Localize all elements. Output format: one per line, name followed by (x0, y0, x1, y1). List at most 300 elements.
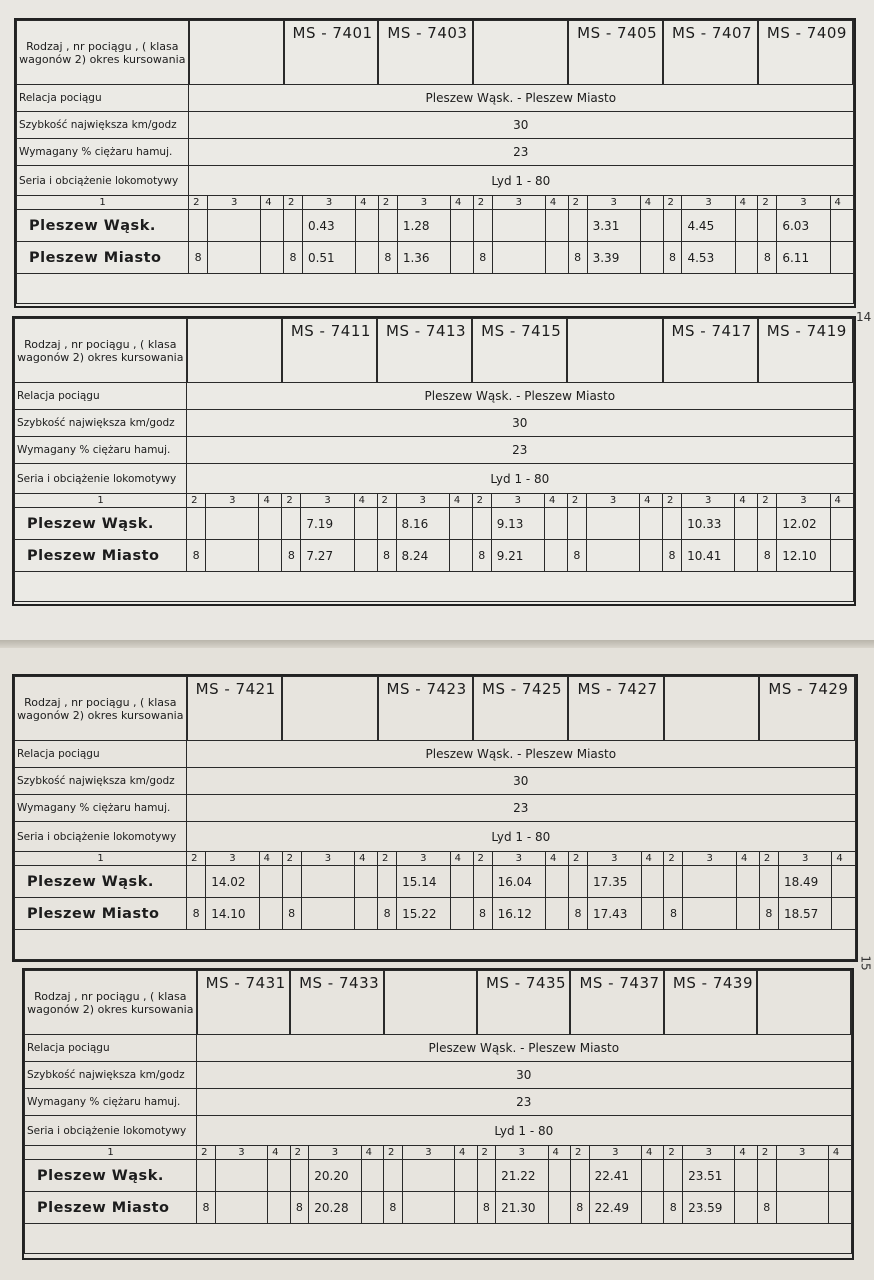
departure-time: 6.03 (777, 210, 830, 242)
time-col4 (450, 866, 473, 898)
column-number: 2 (477, 1146, 496, 1160)
arrival-time: 12.10 (777, 540, 830, 572)
time-col4 (640, 242, 663, 274)
speed-row-label: Szybkość największa km/godz (15, 768, 187, 795)
station-name: Pleszew Miasto (15, 898, 187, 930)
locomotive-row-label: Seria i obciążenie lokomotywy (15, 822, 187, 852)
time-col2 (197, 1160, 216, 1192)
train-number: MS - 7419 (758, 319, 853, 383)
time-col2 (663, 508, 682, 540)
time-col4 (735, 242, 758, 274)
departure-time (776, 1160, 828, 1192)
speed-row-value: 30 (187, 768, 855, 795)
time-col4 (259, 540, 282, 572)
column-number: 3 (397, 196, 450, 210)
time-col2: 8 (189, 242, 208, 274)
column-number: 2 (568, 852, 587, 866)
time-col4 (830, 540, 853, 572)
time-col2: 8 (290, 1192, 309, 1224)
speed-row (25, 1062, 852, 1089)
brake-row (15, 795, 856, 822)
column-number: 4 (259, 852, 282, 866)
time-col4 (546, 866, 569, 898)
arrival-time: 20.28 (309, 1192, 361, 1224)
time-col4 (450, 210, 473, 242)
timetable-grid (24, 970, 852, 1254)
column-number: 2 (759, 852, 778, 866)
time-col2 (473, 210, 492, 242)
column-number: 2 (290, 1146, 309, 1160)
speed-row-value: 30 (189, 112, 853, 139)
time-col4 (736, 866, 759, 898)
time-col4 (640, 210, 663, 242)
column-number: 3 (396, 494, 449, 508)
train-header-row (15, 319, 854, 383)
blank-row (25, 1224, 852, 1254)
time-col2 (568, 866, 587, 898)
time-col2 (472, 508, 491, 540)
train-number (473, 21, 568, 85)
column-number: 4 (735, 494, 758, 508)
time-col4 (735, 540, 758, 572)
departure-time: 16.04 (492, 866, 545, 898)
train-number (384, 971, 477, 1035)
brake-row-value: 23 (197, 1089, 851, 1116)
column-number: 2 (378, 852, 397, 866)
time-col4 (455, 1160, 477, 1192)
time-col4 (641, 1192, 663, 1224)
arrival-time: 18.57 (778, 898, 831, 930)
train-header-row (17, 21, 854, 85)
station-row-miasto (15, 898, 856, 930)
arrival-time (215, 1192, 267, 1224)
column-number: 3 (215, 1146, 267, 1160)
departure-time (301, 866, 354, 898)
relation-row (17, 85, 854, 112)
departure-time: 12.02 (777, 508, 830, 540)
time-col2 (568, 210, 587, 242)
column-number: 3 (491, 494, 544, 508)
column-number: 4 (640, 494, 663, 508)
arrival-time: 22.49 (589, 1192, 641, 1224)
departure-time: 7.19 (301, 508, 354, 540)
column-number: 1 (25, 1146, 197, 1160)
brake-row-label: Wymagany % ciężaru hamuj. (15, 437, 187, 464)
station-name: Pleszew Miasto (25, 1192, 197, 1224)
column-number: 4 (545, 494, 568, 508)
time-col4 (356, 210, 379, 242)
time-col2: 8 (477, 1192, 496, 1224)
station-row-miasto (17, 242, 854, 274)
time-col4 (735, 1192, 757, 1224)
column-number: 3 (683, 852, 736, 866)
column-number: 2 (567, 494, 586, 508)
train-number: MS - 7403 (378, 21, 473, 85)
column-number: 2 (473, 852, 492, 866)
column-number: 2 (189, 196, 208, 210)
locomotive-row-value: Lyd 1 - 80 (189, 166, 853, 196)
column-number: 2 (187, 852, 206, 866)
time-col2 (567, 508, 586, 540)
time-col4 (828, 1192, 851, 1224)
timetable-grid (16, 20, 854, 304)
column-number: 4 (356, 196, 379, 210)
timetable-grid (14, 676, 856, 960)
time-col4 (449, 540, 472, 572)
arrival-time: 9.21 (491, 540, 544, 572)
time-col2 (282, 866, 301, 898)
brake-row (25, 1089, 852, 1116)
column-number-row (25, 1146, 852, 1160)
blank-row (17, 274, 854, 304)
arrival-time: 4.53 (682, 242, 735, 274)
column-number: 3 (778, 852, 831, 866)
departure-time: 20.20 (309, 1160, 361, 1192)
timetable-grid (14, 318, 854, 602)
time-col2: 8 (473, 242, 492, 274)
train-number: MS - 7407 (663, 21, 758, 85)
time-col4 (259, 508, 282, 540)
arrival-time: 10.41 (682, 540, 735, 572)
train-number: MS - 7423 (378, 677, 473, 741)
train-number: MS - 7439 (664, 971, 757, 1035)
time-col2: 8 (663, 242, 682, 274)
arrival-time: 7.27 (301, 540, 354, 572)
train-header-row (15, 677, 856, 741)
departure-time (206, 508, 259, 540)
time-col4 (546, 898, 569, 930)
train-number: MS - 7433 (290, 971, 383, 1035)
departure-time (208, 210, 261, 242)
time-col2 (189, 210, 208, 242)
train-number (567, 319, 662, 383)
brake-row-value: 23 (187, 795, 855, 822)
time-col2: 8 (378, 242, 397, 274)
train-number: MS - 7409 (758, 21, 853, 85)
locomotive-row-label: Seria i obciążenie lokomotywy (17, 166, 189, 196)
column-number: 3 (208, 196, 261, 210)
header-label: Rodzaj , nr pociągu , ( klasa wagonów 2) okres kursowania (25, 971, 197, 1035)
column-number: 4 (641, 1146, 663, 1160)
train-number: MS - 7401 (284, 21, 379, 85)
relation-row-label: Relacja pociągu (25, 1035, 197, 1062)
column-number: 4 (832, 852, 855, 866)
train-number: MS - 7411 (282, 319, 377, 383)
speed-row-label: Szybkość największa km/godz (25, 1062, 197, 1089)
relation-row-label: Relacja pociągu (15, 741, 187, 768)
train-number: MS - 7435 (477, 971, 570, 1035)
time-col2 (290, 1160, 309, 1192)
column-number: 1 (15, 852, 187, 866)
column-number: 4 (355, 852, 378, 866)
time-col4 (268, 1160, 290, 1192)
time-col4 (261, 210, 284, 242)
time-col4 (830, 210, 853, 242)
column-number: 2 (758, 196, 777, 210)
column-number: 2 (377, 494, 396, 508)
blank-row (15, 930, 856, 960)
departure-time (586, 508, 639, 540)
speed-row-value: 30 (187, 410, 853, 437)
column-number: 4 (259, 494, 282, 508)
arrival-time: 21.30 (496, 1192, 548, 1224)
departure-time: 15.14 (397, 866, 450, 898)
time-col4 (545, 210, 568, 242)
train-number: MS - 7429 (759, 677, 855, 741)
page-fold (0, 640, 874, 648)
time-col4 (455, 1192, 477, 1224)
timetable-3 (12, 674, 858, 962)
arrival-time (206, 540, 259, 572)
timetable-4 (22, 968, 854, 1260)
train-header-row (25, 971, 852, 1035)
arrival-time: 6.11 (777, 242, 830, 274)
speed-row-label: Szybkość największa km/godz (17, 112, 189, 139)
time-col2 (759, 866, 778, 898)
column-number: 3 (777, 196, 830, 210)
departure-time (492, 210, 545, 242)
column-number: 4 (449, 494, 472, 508)
time-col2: 8 (377, 540, 396, 572)
column-number: 2 (384, 1146, 403, 1160)
time-col2: 8 (187, 540, 206, 572)
arrival-time (776, 1192, 828, 1224)
departure-time: 9.13 (491, 508, 544, 540)
time-col2 (187, 508, 206, 540)
relation-row-value: Pleszew Wąsk. - Pleszew Miasto (189, 85, 853, 112)
departure-time: 10.33 (682, 508, 735, 540)
train-number: MS - 7421 (187, 677, 282, 741)
time-col2: 8 (378, 898, 397, 930)
departure-time: 23.51 (683, 1160, 735, 1192)
column-number: 3 (301, 494, 354, 508)
time-col4 (735, 508, 758, 540)
time-col4 (361, 1192, 383, 1224)
arrival-time (683, 898, 736, 930)
column-number: 4 (736, 852, 759, 866)
column-number: 3 (397, 852, 450, 866)
time-col2: 8 (664, 898, 683, 930)
departure-time: 21.22 (496, 1160, 548, 1192)
blank-cell (15, 572, 854, 602)
column-number: 3 (586, 494, 639, 508)
column-number: 3 (777, 494, 830, 508)
brake-row-value: 23 (189, 139, 853, 166)
time-col4 (640, 540, 663, 572)
time-col2 (758, 210, 777, 242)
train-number (757, 971, 851, 1035)
column-number: 4 (640, 196, 663, 210)
time-col4 (259, 866, 282, 898)
page-number-14: 14 (856, 310, 872, 324)
column-number: 4 (830, 494, 853, 508)
time-col2 (758, 508, 777, 540)
station-name: Pleszew Wąsk. (17, 210, 189, 242)
column-number: 2 (663, 196, 682, 210)
column-number: 3 (301, 852, 354, 866)
train-number (189, 21, 284, 85)
time-col2 (282, 508, 301, 540)
arrival-time (586, 540, 639, 572)
time-col2: 8 (282, 540, 301, 572)
time-col4 (830, 508, 853, 540)
time-col4 (641, 898, 664, 930)
column-number: 4 (261, 196, 284, 210)
train-number: MS - 7415 (472, 319, 567, 383)
departure-time: 0.43 (302, 210, 355, 242)
column-number: 1 (15, 494, 187, 508)
column-number: 4 (450, 852, 473, 866)
arrival-time (402, 1192, 454, 1224)
departure-time (402, 1160, 454, 1192)
departure-time: 17.35 (588, 866, 641, 898)
brake-row-label: Wymagany % ciężaru hamuj. (17, 139, 189, 166)
time-col2 (477, 1160, 496, 1192)
column-number: 2 (378, 196, 397, 210)
time-col2: 8 (663, 540, 682, 572)
arrival-time: 3.39 (587, 242, 640, 274)
time-col4 (832, 866, 855, 898)
page-number-15: 15 (858, 955, 873, 971)
station-row-wask (15, 508, 854, 540)
header-label: Rodzaj , nr pociągu , ( klasa wagonów 2) okres kursowania (15, 677, 187, 741)
train-number: MS - 7437 (570, 971, 663, 1035)
time-col2: 8 (197, 1192, 216, 1224)
locomotive-row-value: Lyd 1 - 80 (187, 822, 855, 852)
column-number: 3 (496, 1146, 548, 1160)
column-number: 4 (828, 1146, 851, 1160)
relation-row (25, 1035, 852, 1062)
time-col2: 8 (664, 1192, 683, 1224)
station-row-wask (17, 210, 854, 242)
time-col4 (832, 898, 855, 930)
time-col4 (545, 242, 568, 274)
time-col4 (450, 898, 473, 930)
column-number: 2 (570, 1146, 589, 1160)
time-col2 (570, 1160, 589, 1192)
station-row-wask (15, 866, 856, 898)
time-col2: 8 (473, 898, 492, 930)
arrival-time: 8.24 (396, 540, 449, 572)
time-col2: 8 (570, 1192, 589, 1224)
column-number: 3 (492, 196, 545, 210)
time-col4 (354, 508, 377, 540)
relation-row (15, 383, 854, 410)
column-number: 2 (472, 494, 491, 508)
timetable-1 (14, 18, 856, 308)
time-col4 (641, 866, 664, 898)
time-col4 (735, 210, 758, 242)
station-name: Pleszew Wąsk. (25, 1160, 197, 1192)
column-number: 3 (588, 852, 641, 866)
departure-time: 18.49 (778, 866, 831, 898)
time-col4 (356, 242, 379, 274)
timetable-2 (12, 316, 856, 606)
relation-row-label: Relacja pociągu (15, 383, 187, 410)
column-number: 4 (361, 1146, 383, 1160)
station-name: Pleszew Wąsk. (15, 866, 187, 898)
time-col4 (548, 1160, 570, 1192)
arrival-time: 17.43 (588, 898, 641, 930)
time-col2 (664, 866, 683, 898)
column-number: 2 (664, 852, 683, 866)
time-col2 (187, 866, 206, 898)
locomotive-row (15, 464, 854, 494)
time-col2 (284, 210, 303, 242)
time-col2: 8 (757, 1192, 776, 1224)
locomotive-row (25, 1116, 852, 1146)
time-col2: 8 (384, 1192, 403, 1224)
header-label: Rodzaj , nr pociągu , ( klasa wagonów 2) okres kursowania (15, 319, 187, 383)
relation-row-value: Pleszew Wąsk. - Pleszew Miasto (197, 1035, 851, 1062)
arrival-time: 0.51 (302, 242, 355, 274)
locomotive-row-label: Seria i obciążenie lokomotywy (25, 1116, 197, 1146)
column-number: 3 (587, 196, 640, 210)
relation-row-label: Relacja pociągu (17, 85, 189, 112)
column-number: 2 (473, 196, 492, 210)
locomotive-row (15, 822, 856, 852)
station-name: Pleszew Miasto (15, 540, 187, 572)
station-name: Pleszew Wąsk. (15, 508, 187, 540)
speed-row (17, 112, 854, 139)
time-col4 (354, 540, 377, 572)
train-number: MS - 7417 (663, 319, 758, 383)
time-col4 (361, 1160, 383, 1192)
time-col4 (830, 242, 853, 274)
column-number: 4 (450, 196, 473, 210)
column-number: 3 (492, 852, 545, 866)
column-number: 2 (664, 1146, 683, 1160)
column-number-row (15, 494, 854, 508)
column-number: 4 (546, 852, 569, 866)
column-number: 4 (354, 494, 377, 508)
column-number-row (17, 196, 854, 210)
train-number: MS - 7425 (473, 677, 568, 741)
column-number: 4 (548, 1146, 570, 1160)
time-col4 (545, 540, 568, 572)
train-number (187, 319, 282, 383)
time-col2: 8 (758, 242, 777, 274)
column-number: 3 (402, 1146, 454, 1160)
column-number: 4 (545, 196, 568, 210)
departure-time (683, 866, 736, 898)
locomotive-row-label: Seria i obciążenie lokomotywy (15, 464, 187, 494)
departure-time: 22.41 (589, 1160, 641, 1192)
time-col4 (449, 508, 472, 540)
brake-row-label: Wymagany % ciężaru hamuj. (15, 795, 187, 822)
time-col4 (259, 898, 282, 930)
column-number: 3 (589, 1146, 641, 1160)
time-col2 (473, 866, 492, 898)
column-number: 3 (309, 1146, 361, 1160)
column-number: 3 (682, 196, 735, 210)
column-number: 2 (187, 494, 206, 508)
time-col2: 8 (187, 898, 206, 930)
train-number (664, 677, 759, 741)
train-number: MS - 7427 (568, 677, 663, 741)
departure-time: 14.02 (206, 866, 259, 898)
locomotive-row (17, 166, 854, 196)
blank-row (15, 572, 854, 602)
time-col2 (377, 508, 396, 540)
time-col2 (378, 210, 397, 242)
time-col4 (641, 1160, 663, 1192)
column-number: 4 (455, 1146, 477, 1160)
time-col4 (450, 242, 473, 274)
departure-time: 1.28 (397, 210, 450, 242)
column-number: 2 (758, 494, 777, 508)
time-col2: 8 (282, 898, 301, 930)
